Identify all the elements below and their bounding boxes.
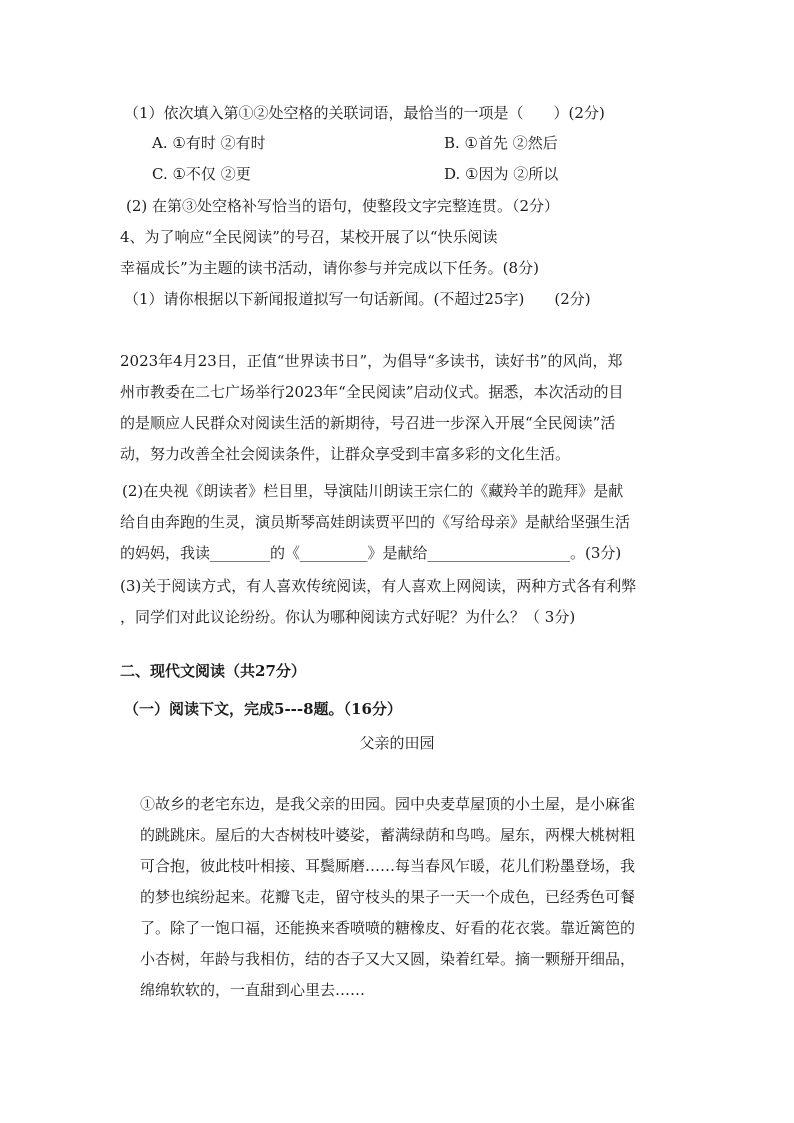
news-line: 州市教委在二七广场举行2023年“全民阅读”启动仪式。据悉，本次活动的目 [120,383,624,401]
q4-sub3-line: ，同学们对此议论纷纷。你认为哪种阅读方式好呢？为什么？（ 3分) [120,608,576,626]
q4-sub1: （1）请你根据以下新闻报道拟写一句话新闻。(不超过25字) (2分) [124,290,591,308]
article-line: 的跳跳床。屋后的大杏树枝叶婆娑，蓄满绿荫和鸟鸣。屋东，两棵大桃树粗 [140,826,636,844]
part-title: （一）阅读下文，完成5---8题。（16分） [124,700,402,718]
q4-sub2-line: 的妈妈，我读________的《_________》是献给___________________。(3分) [120,544,622,562]
q4-sub2-line: 给自由奔跑的生灵，演员斯琴高娃朗读贾平凹的《写给母亲》是献给坚强生活 [120,513,631,531]
option-c: C. ①不仅 ②更 [152,165,251,183]
q4-intro-line2: 幸福成长”为主题的读书活动，请你参与并完成以下任务。(8分) [120,259,539,277]
news-line: 的是顺应人民群众对阅读生活的新期待，号召进一步深入开展“全民阅读”活 [120,414,616,432]
news-line: 动，努力改善全社会阅读条件，让群众享受到丰富多彩的文化生活。 [120,445,571,463]
q3-sub1: （1）依次填入第①②处空格的关联词语，最恰当的一项是（ ）(2分) [124,104,605,122]
option-d: D. ①因为 ②所以 [444,165,559,183]
article-line: 可合抱，彼此枝叶相接、耳鬓厮磨……每当春风乍暖，花儿们粉墨登场，我 [140,857,636,875]
q4-sub3-line: (3)关于阅读方式，有人喜欢传统阅读，有人喜欢上网阅读，两种方式各有利弊 [120,577,637,595]
option-a: A. ①有时 ②有时 [152,134,266,152]
news-line: 2023年4月23日，正值“世界读书日”，为倡导“多读书，读好书”的风尚，郑 [120,352,623,370]
article-line: 绵绵软软的，一直甜到心里去…… [140,981,366,999]
section-title: 二、现代文阅读（共27分） [120,662,306,680]
article-line: 的梦也缤纷起来。花瓣飞走，留守枝头的果子一天一个成色，已经秀色可餐 [140,888,636,906]
article-line: ①故乡的老宅东边，是我父亲的田园。园中央麦草屋顶的小土屋，是小麻雀 [140,795,636,813]
article-line: 了。除了一饱口福，还能换来香喷喷的糖橡皮、好看的花衣裳。靠近篱笆的 [140,919,636,937]
article-title: 父亲的田园 [359,734,435,752]
q4-intro-line1: 4、为了响应“全民阅读”的号召，某校开展了以“快乐阅读 [120,228,498,246]
option-b: B. ①首先 ②然后 [444,134,558,152]
article-line: 小杏树，年龄与我相仿，结的杏子又大又圆，染着红晕。摘一颗掰开细品， [140,950,636,968]
q4-sub2-line: (2)在央视《朗读者》栏目里，导演陆川朗读王宗仁的《藏羚羊的跪拜》是献 [122,482,624,500]
q3-sub2: (2) 在第③处空格补写恰当的语句，使整段文字完整连贯。（2分） [126,197,560,215]
